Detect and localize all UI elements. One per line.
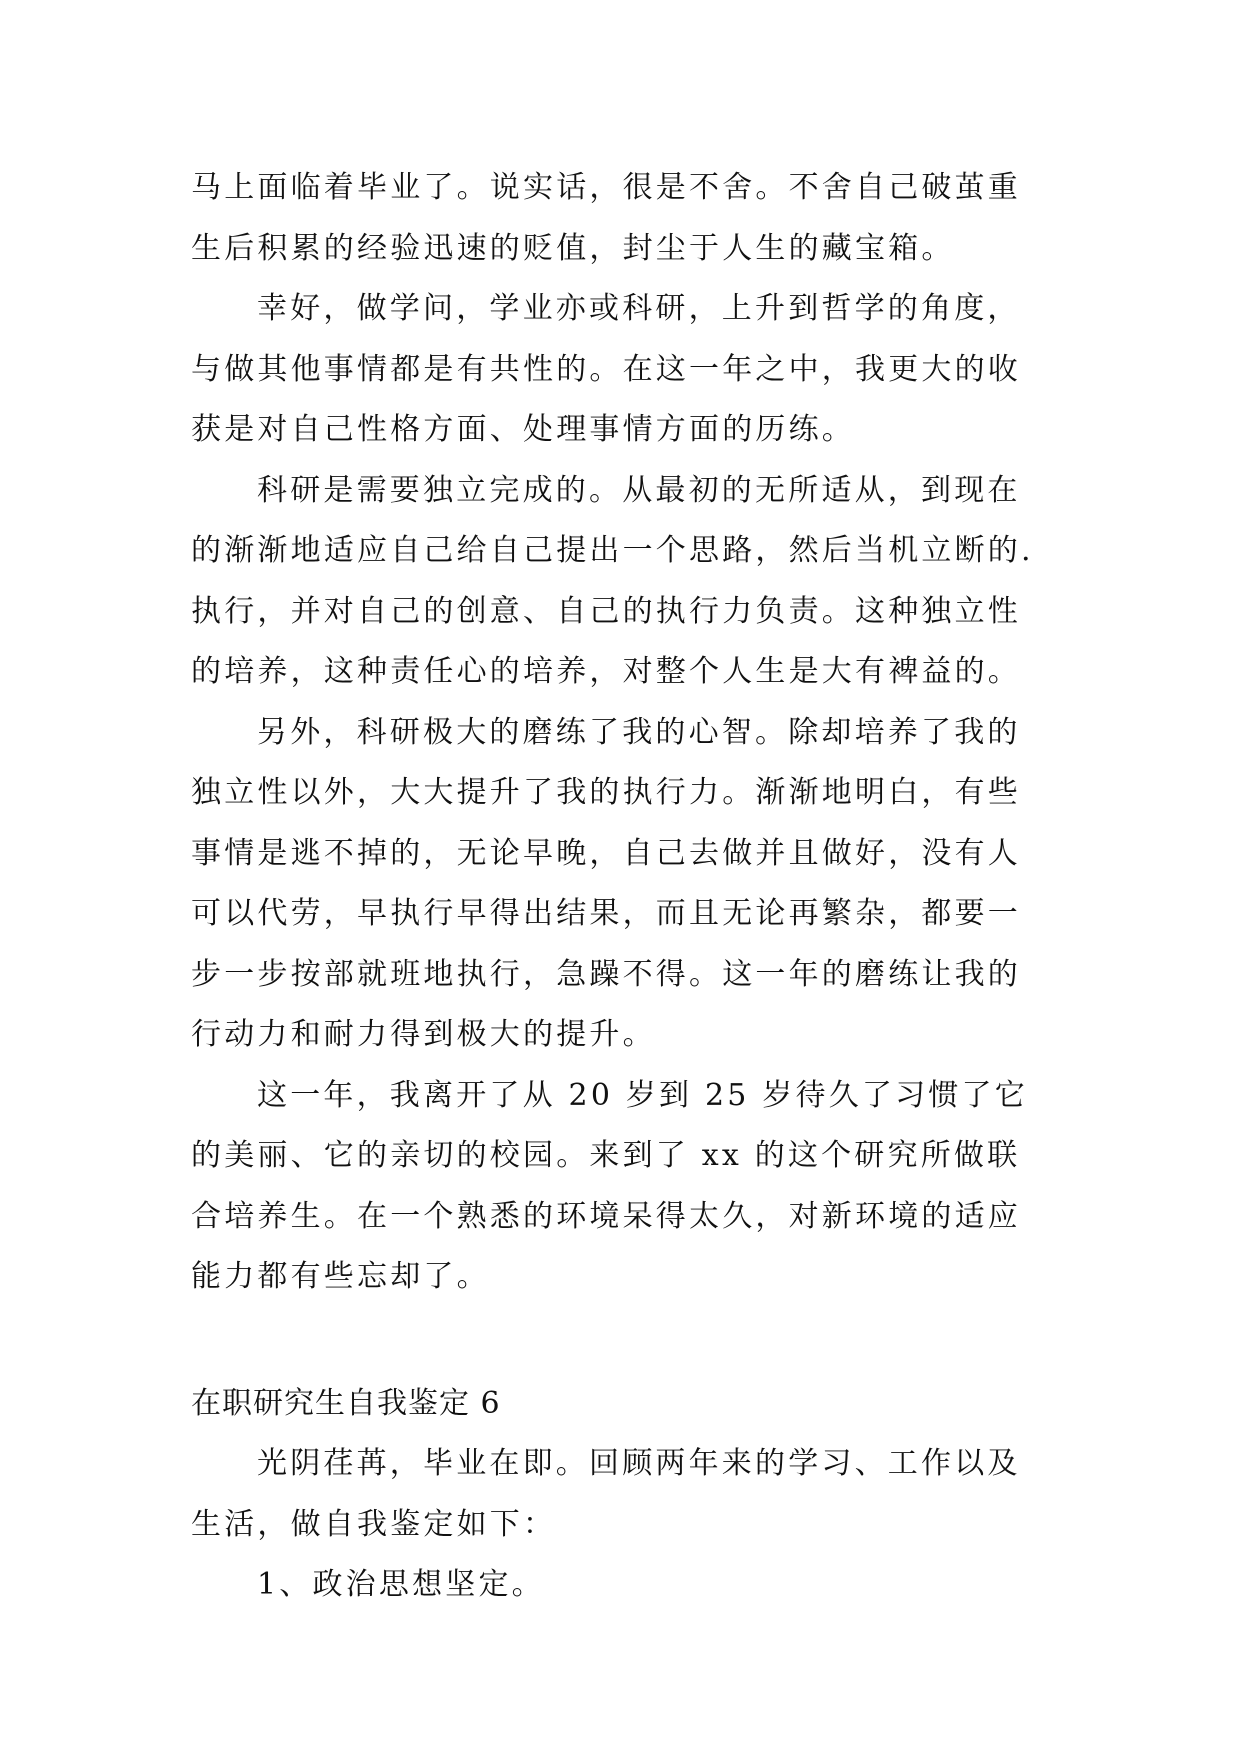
document-body <box>191 158 1051 1616</box>
section-heading: 在职研究生自我鉴定 6 <box>191 1385 501 1421</box>
paragraph-political-item: 1、政治思想坚定。 <box>257 1567 545 1602</box>
paragraph-common-nature: 幸好，做学问，学业亦或科研，上升到哲学的角度，与做其他事情都是有共性的。在这一年之中，我更大的收获是对自己性格方面、处理事情方面的历练。 <box>191 291 1021 447</box>
paragraph-mind-training: 另外，科研极大的磨练了我的心智。除却培养了我的独立性以外，大大提升了我的执行力。渐渐地明白，有些事情是逃不掉的，无论早晚，自己去做并且做好，没有人可以代劳，早执行早得出结果，而且无论再繁杂，都要一步一步按部就班地执行，急躁不得。这一年的磨练让我的行动力和耐力得到极大的提升。 <box>191 714 1021 1052</box>
paragraph-independent-research: 科研是需要独立完成的。从最初的无所适从，到现在的渐渐地适应自己给自己提出一个思路，然后当机立断的.执行，并对自己的创意、自己的执行力负责。这种独立性的培养，这种责任心的培养，对整个人生是大有裨益的。 <box>191 472 1034 689</box>
paragraph-graduation-reluctance: 马上面临着毕业了。说实话，很是不舍。不舍自己破茧重生后积累的经验迅速的贬值，封尘于人生的藏宝箱。 <box>191 170 1021 266</box>
paragraph-review-intro: 光阴荏苒，毕业在即。回顾两年来的学习、工作以及生活，做自我鉴定如下： <box>191 1446 1021 1542</box>
paragraph-leaving-campus: 这一年，我离开了从 20 岁到 25 岁待久了习惯了它的美丽、它的亲切的校园。来到了 xx 的这个研究所做联合培养生。在一个熟悉的环境呆得太久，对新环境的适应能力都有些忘却了。 <box>191 1077 1028 1294</box>
